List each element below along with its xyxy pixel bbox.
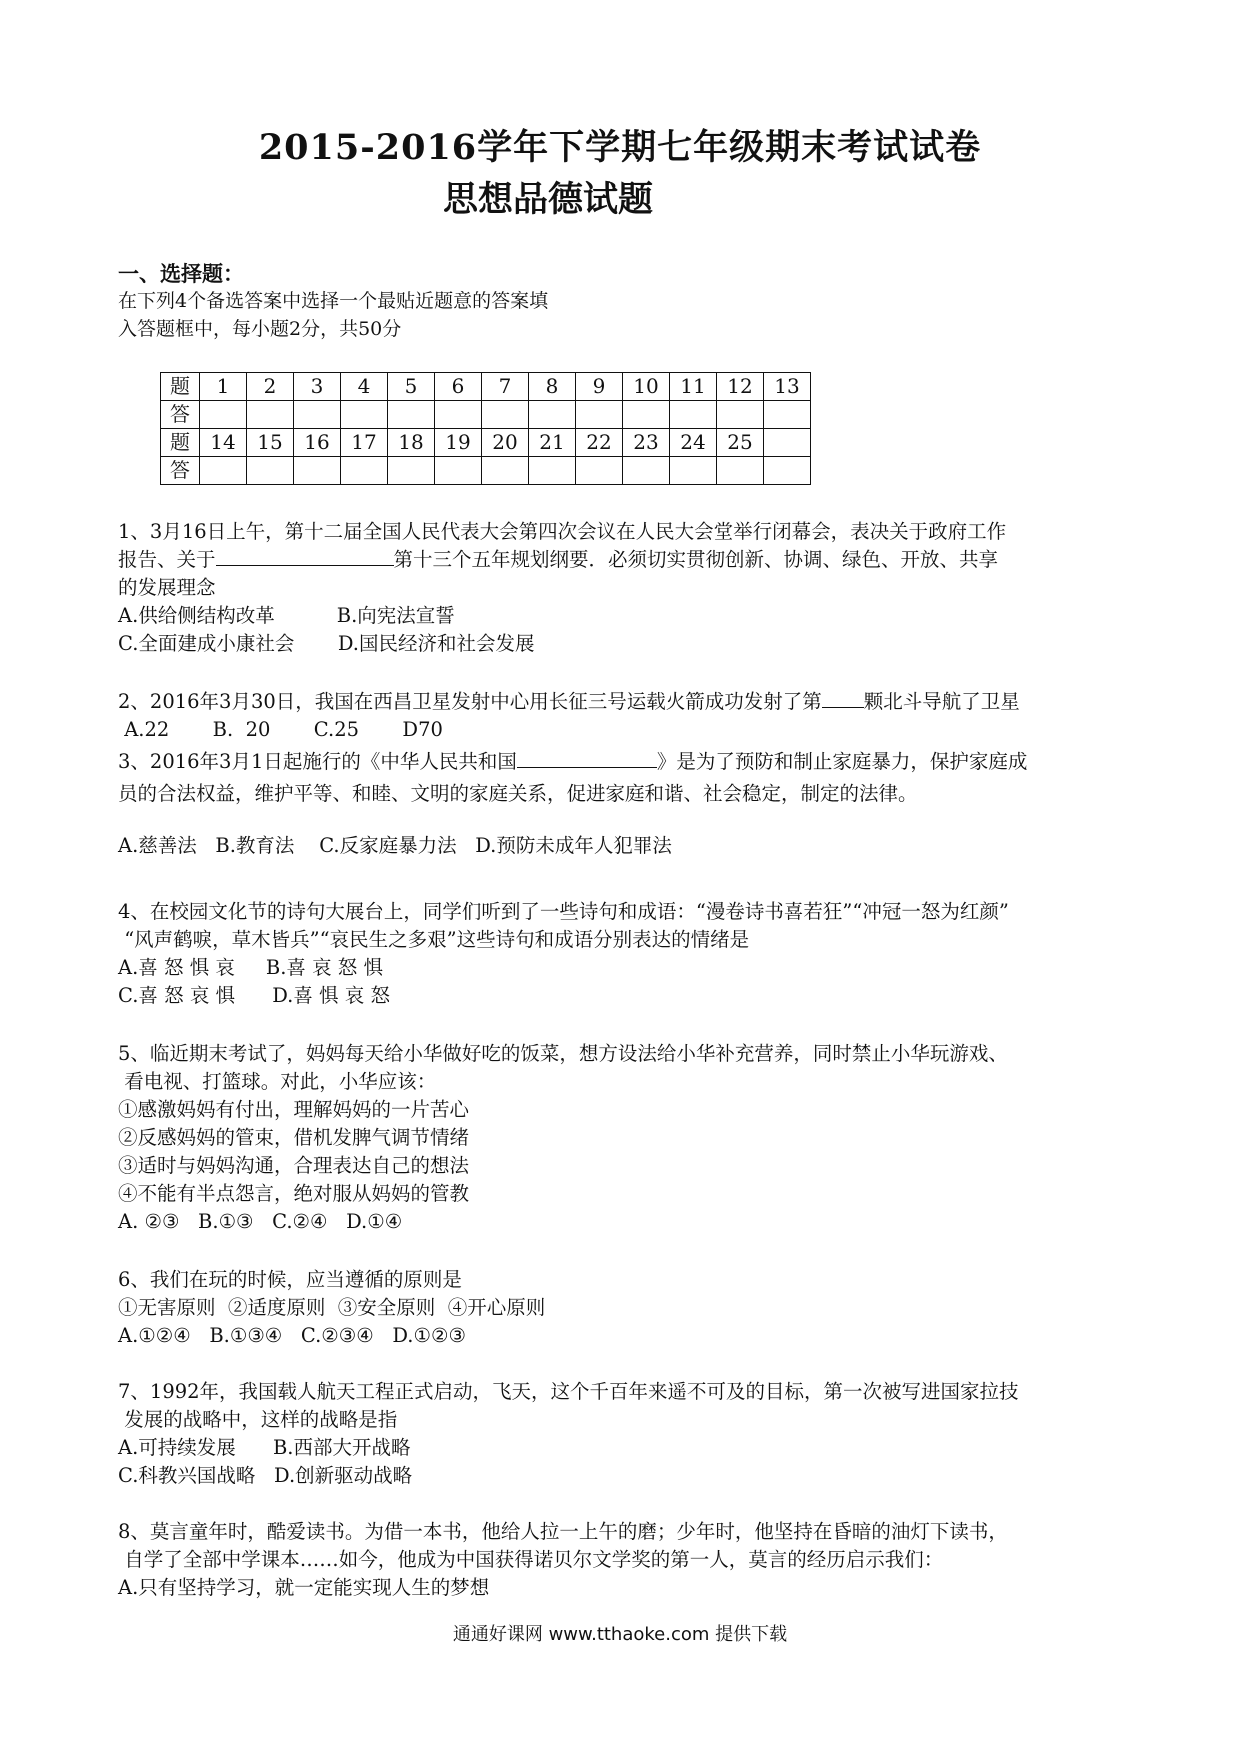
answer-cell[interactable] — [623, 401, 670, 429]
statement-line: ②反感妈妈的管束，借机发脾气调节情绪 — [118, 1126, 470, 1149]
question-1 — [118, 518, 1128, 658]
answer-cell[interactable] — [294, 457, 341, 485]
question-number-row — [161, 429, 811, 457]
answer-cell[interactable] — [294, 401, 341, 429]
answer-cell[interactable] — [388, 457, 435, 485]
option-line: A.慈善法 B.教育法 C.反家庭暴力法 D.预防未成年人犯罪法 — [118, 834, 672, 857]
answer-cell[interactable] — [482, 457, 529, 485]
question-text: 看电视、打篮球。对此，小华应该： — [118, 1070, 437, 1093]
question-text: 7、1992年，我国载人航天工程正式启动，飞天，这个千百年来遥不可及的目标，第一次被写进国家拉技 — [118, 1380, 1019, 1403]
question-text: 1、3月16日上午，第十二届全国人民代表大会第四次会议在人民大会堂举行闭幕会，表决关于政府工作 — [118, 520, 1007, 543]
question-text: 6、我们在玩的时候，应当遵循的原则是 — [118, 1268, 462, 1291]
question-number: 8 — [529, 373, 576, 401]
question-number: 7 — [482, 373, 529, 401]
question-number: 1 — [200, 373, 247, 401]
answer-cell[interactable] — [764, 401, 811, 429]
question-text: 自学了全部中学课本……如今，他成为中国获得诺贝尔文学奖的第一人，莫言的经历启示我们： — [118, 1548, 944, 1571]
question-6 — [118, 1266, 1128, 1350]
question-text-part: 3、2016年3月1日起施行的《中华人民共和国 — [118, 750, 517, 773]
exam-subtitle: 思想品德试题 — [443, 179, 654, 220]
section-heading: 一、选择题： — [118, 261, 244, 286]
answer-cell[interactable] — [576, 457, 623, 485]
question-text — [118, 546, 1128, 574]
question-2 — [118, 688, 1128, 744]
answer-cell[interactable] — [482, 401, 529, 429]
statement-line: ①感激妈妈有付出，理解妈妈的一片苦心 — [118, 1098, 470, 1121]
question-number: 14 — [200, 429, 247, 457]
instruction-line-2: 入答题框中，每小题2分，共50分 — [118, 318, 402, 340]
row-label: 题 — [161, 429, 200, 457]
question-number: 18 — [388, 429, 435, 457]
answer-cell[interactable] — [200, 401, 247, 429]
question-number: 20 — [482, 429, 529, 457]
answer-cell[interactable] — [717, 457, 764, 485]
question-text-part: 第十三个五年规划纲要．必须切实贯彻创新、协调、绿色、开放、共享 — [393, 548, 999, 571]
option-line: A.①②④ B.①③④ C.②③④ D.①②③ — [118, 1324, 466, 1347]
question-text-part: 2、2016年3月30日，我国在西昌卫星发射中心用长征三号运载火箭成功发射了第 — [118, 690, 822, 713]
answer-cell[interactable] — [435, 457, 482, 485]
answer-cell[interactable] — [388, 401, 435, 429]
question-number: 9 — [576, 373, 623, 401]
answer-cell[interactable] — [529, 401, 576, 429]
row-label: 题 — [161, 373, 200, 401]
question-3 — [118, 748, 1128, 860]
row-label: 答 — [161, 401, 200, 429]
question-number: 13 — [764, 373, 811, 401]
answer-cell[interactable] — [670, 401, 717, 429]
question-number: 24 — [670, 429, 717, 457]
question-number-row — [161, 373, 811, 401]
exam-title: 2015-2016学年下学期七年级期末考试试卷 — [258, 127, 982, 168]
option-line: A.供给侧结构改革 B.向宪法宣誓 — [118, 604, 455, 627]
option-line: A.喜 怒 惧 哀 B.喜 哀 怒 惧 — [118, 956, 383, 979]
option-line: C.喜 怒 哀 惧 D.喜 惧 哀 怒 — [118, 984, 390, 1007]
question-text: 发展的战略中，这样的战略是指 — [118, 1408, 398, 1431]
answer-table — [160, 372, 811, 485]
answer-cell[interactable] — [341, 457, 388, 485]
question-text: 8、莫言童年时，酷爱读书。为借一本书，他给人拉一上午的磨；少年时，他坚持在昏暗的油灯下读书， — [118, 1520, 1008, 1543]
question-text: 的发展理念 — [118, 576, 216, 599]
question-number: 6 — [435, 373, 482, 401]
statement-line: ①无害原则 ②适度原则 ③安全原则 ④开心原则 — [118, 1296, 546, 1319]
row-label: 答 — [161, 457, 200, 485]
question-number: 23 — [623, 429, 670, 457]
question-5 — [118, 1040, 1128, 1236]
question-number: 25 — [717, 429, 764, 457]
statement-line: ③适时与妈妈沟通，合理表达自己的想法 — [118, 1154, 470, 1177]
statement-line: ④不能有半点怨言，绝对服从妈妈的管教 — [118, 1182, 470, 1205]
question-text-part: 》是为了预防和制止家庭暴力，保护家庭成 — [656, 750, 1028, 773]
option-line: A.只有坚持学习，就一定能实现人生的梦想 — [118, 1576, 490, 1599]
answer-cell[interactable] — [529, 457, 576, 485]
question-number — [764, 429, 811, 457]
question-number: 15 — [247, 429, 294, 457]
question-text: 4、在校园文化节的诗句大展台上，同学们听到了一些诗句和成语：“漫卷诗书喜若狂”“冲冠一怒为红颜” — [118, 900, 1009, 923]
question-text-part: 报告、关于 — [118, 548, 216, 571]
answer-cell[interactable] — [435, 401, 482, 429]
question-number: 2 — [247, 373, 294, 401]
question-number: 12 — [717, 373, 764, 401]
instruction-line-1: 在下列4个备选答案中选择一个最贴近题意的答案填 — [118, 290, 549, 312]
answer-cell[interactable] — [200, 457, 247, 485]
answer-cell[interactable] — [670, 457, 717, 485]
question-number: 21 — [529, 429, 576, 457]
option-line: C.全面建成小康社会 D.国民经济和社会发展 — [118, 632, 535, 655]
answer-row — [161, 457, 811, 485]
question-number: 3 — [294, 373, 341, 401]
option-line: A.22 B. 20 C.25 D70 — [118, 718, 443, 741]
answer-cell[interactable] — [247, 401, 294, 429]
option-line: A.可持续发展 B.西部大开战略 — [118, 1436, 411, 1459]
question-number: 4 — [341, 373, 388, 401]
download-footer: 通通好课网 www.tthaoke.com 提供下载 — [452, 1624, 788, 1645]
question-text — [118, 688, 1128, 716]
question-8 — [118, 1518, 1128, 1602]
question-number: 10 — [623, 373, 670, 401]
answer-cell[interactable] — [764, 457, 811, 485]
question-7 — [118, 1378, 1128, 1490]
answer-row — [161, 401, 811, 429]
fill-blank[interactable] — [216, 547, 394, 566]
question-text — [118, 748, 1128, 780]
question-number: 17 — [341, 429, 388, 457]
fill-blank[interactable] — [822, 689, 864, 708]
question-4 — [118, 898, 1128, 1010]
question-number: 19 — [435, 429, 482, 457]
question-text: 员的合法权益，维护平等、和睦、文明的家庭关系，促进家庭和谐、社会稳定，制定的法律。 — [118, 782, 918, 805]
answer-cell[interactable] — [576, 401, 623, 429]
question-text: “风声鹤唳，草木皆兵”“哀民生之多艰”这些诗句和成语分别表达的情绪是 — [118, 928, 750, 951]
option-line: C.科教兴国战略 D.创新驱动战略 — [118, 1464, 413, 1487]
option-line: A. ②③ B.①③ C.②④ D.①④ — [118, 1210, 403, 1233]
answer-cell[interactable] — [247, 457, 294, 485]
question-number: 11 — [670, 373, 717, 401]
question-number: 22 — [576, 429, 623, 457]
answer-cell[interactable] — [717, 401, 764, 429]
answer-cell[interactable] — [341, 401, 388, 429]
answer-cell[interactable] — [623, 457, 670, 485]
question-number: 5 — [388, 373, 435, 401]
question-text: 5、临近期末考试了，妈妈每天给小华做好吃的饭菜，想方设法给小华补充营养，同时禁止小华玩游戏、 — [118, 1042, 1008, 1065]
fill-blank[interactable] — [517, 749, 657, 768]
question-number: 16 — [294, 429, 341, 457]
question-text-part: 颗北斗导航了卫星 — [863, 690, 1020, 713]
